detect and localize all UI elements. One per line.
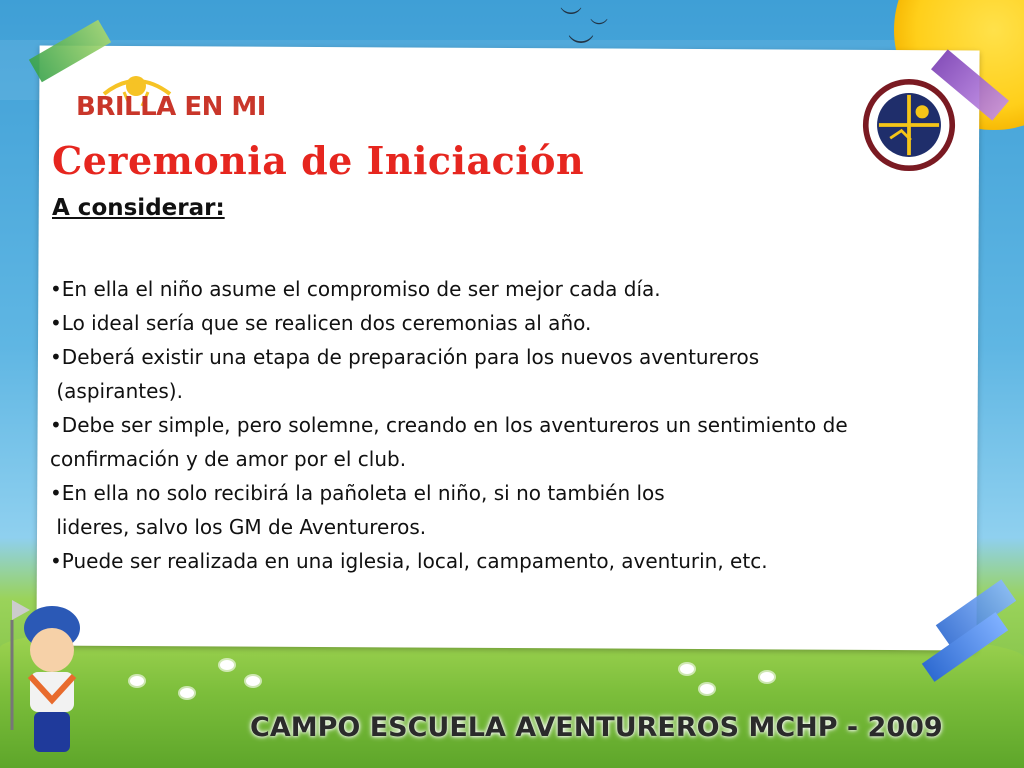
flower-icon (130, 676, 144, 686)
list-item: •Debe ser simple, pero solemne, creando en los aventureros un sentimiento de (50, 413, 848, 437)
birds-icon: ︶ (560, 7, 583, 32)
list-item: (aspirantes). (50, 379, 183, 403)
brand-logo-text: BRILLA EN MI (76, 92, 266, 122)
list-item: confirmación y de amor por el club. (50, 447, 407, 471)
list-item: •Deberá existir una etapa de preparación para los nuevos aventureros (50, 345, 760, 369)
bullet-list (50, 272, 970, 578)
list-item: •Puede ser realizada en una iglesia, local, campamento, aventurin, etc. (50, 549, 768, 573)
flower-icon (680, 664, 694, 674)
flower-icon (220, 660, 234, 670)
list-item: •En ella no solo recibirá la pañoleta el niño, si no también los (50, 481, 665, 505)
flower-icon (246, 676, 260, 686)
flower-icon (760, 672, 774, 682)
list-item: lideres, salvo los GM de Aventureros. (50, 515, 427, 539)
birds-icon: ︶ (590, 18, 608, 39)
footer-text: CAMPO ESCUELA AVENTUREROS MCHP - 2009 (250, 712, 943, 743)
flower-icon (700, 684, 714, 694)
flower-icon (180, 688, 194, 698)
slide-subtitle: A considerar: (52, 195, 225, 221)
list-item: •En ella el niño asume el compromiso de ser mejor cada día. (50, 277, 661, 301)
slide-title: Ceremonia de Iniciación (52, 138, 585, 183)
kid-mascot-icon (0, 580, 100, 760)
club-badge-icon (862, 78, 956, 172)
list-item: •Lo ideal sería que se realicen dos ceremonias al año. (50, 311, 592, 335)
